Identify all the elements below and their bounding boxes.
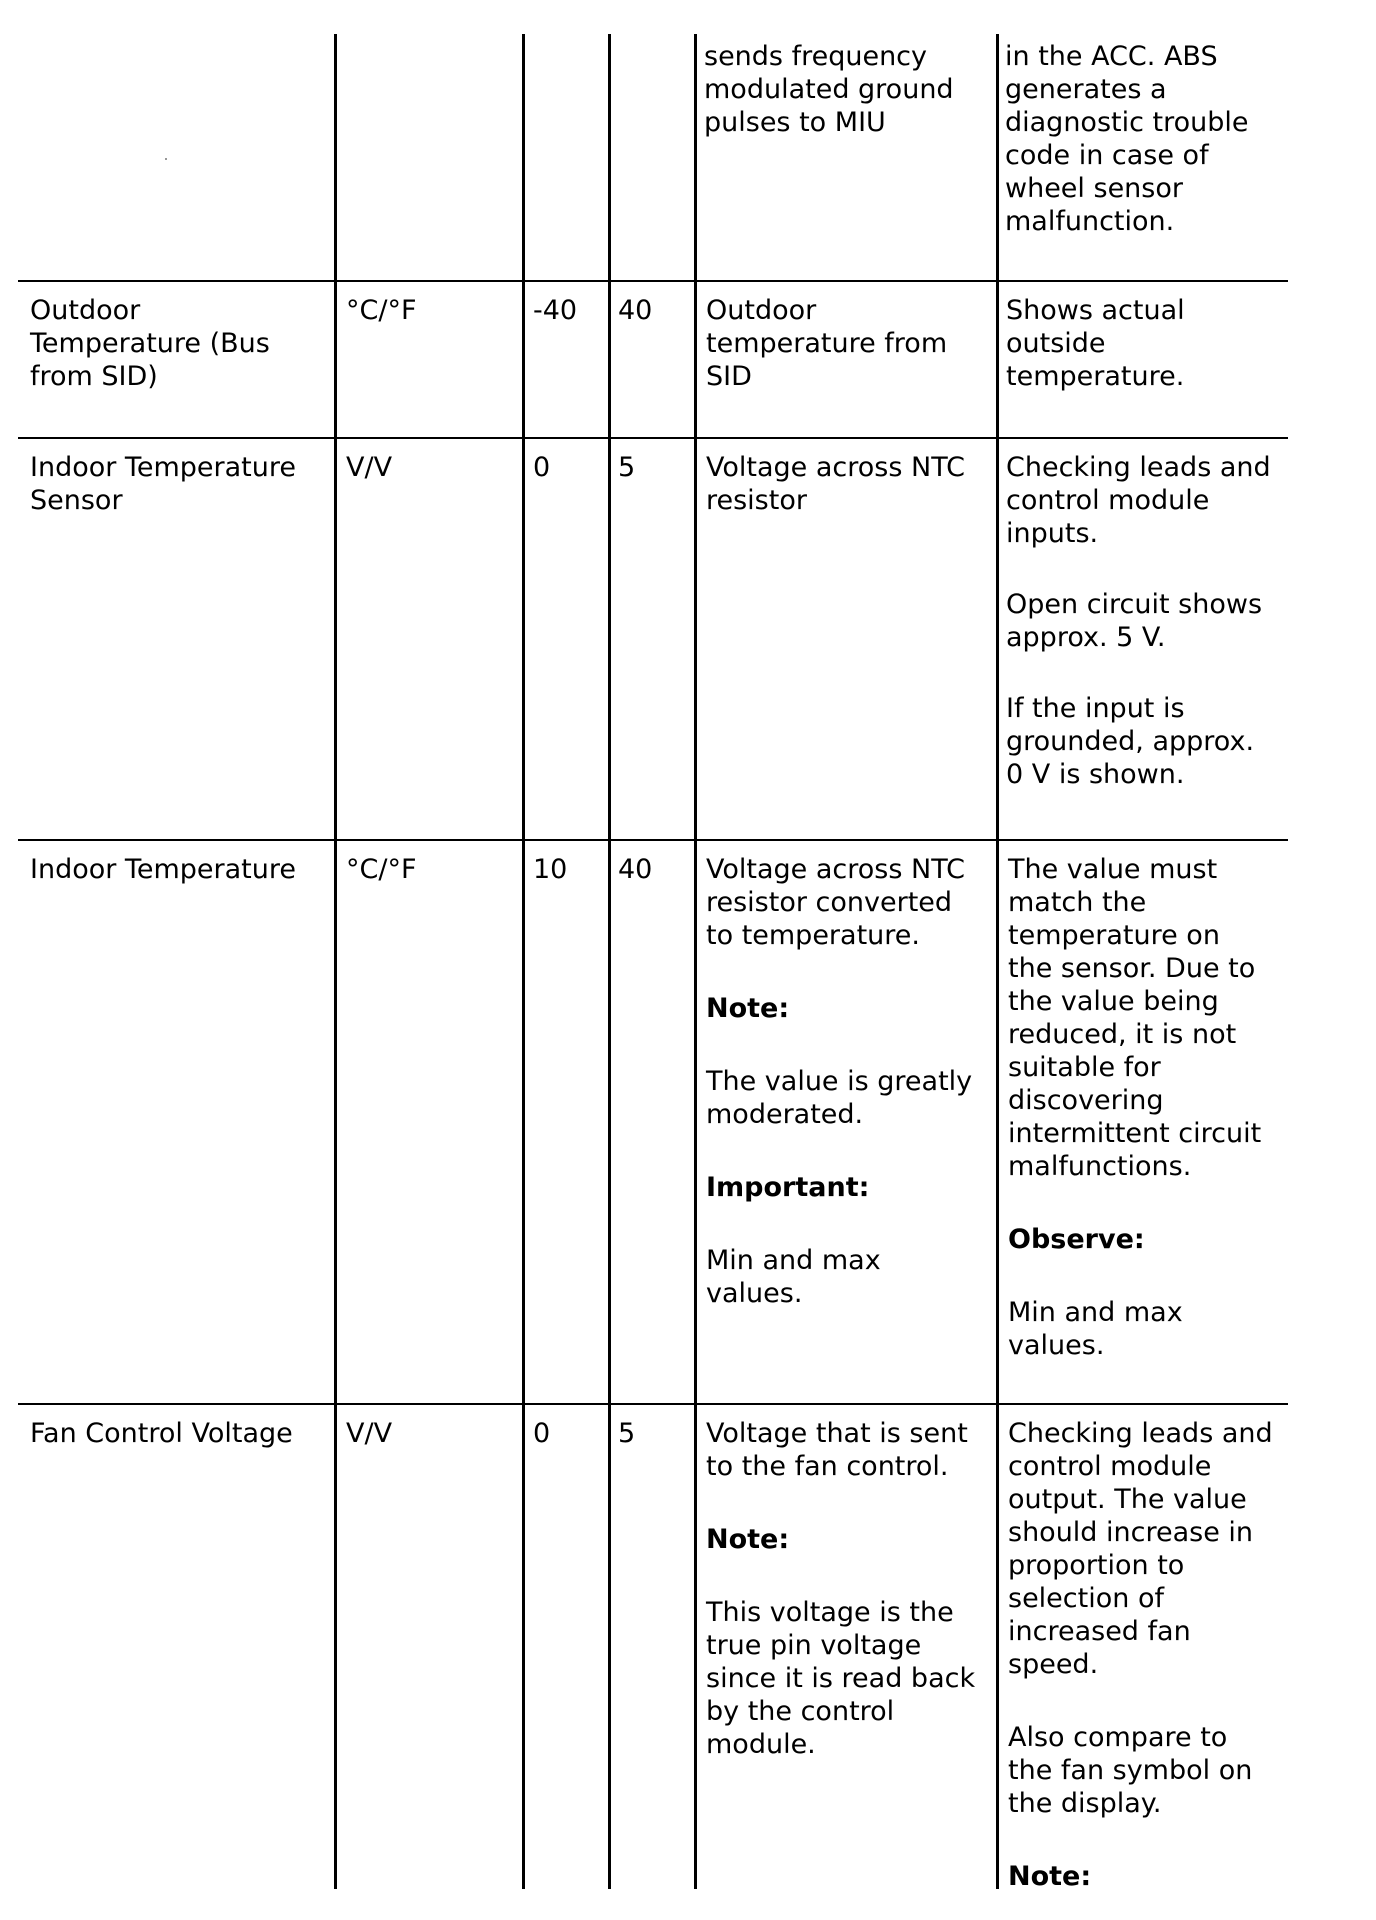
note-label: Note: <box>706 1524 790 1555</box>
row2-max: 5 <box>618 452 636 483</box>
text-line: Outdoor <box>30 295 141 326</box>
row3-min: 10 <box>533 854 568 885</box>
text-line: reduced, it is not <box>1008 1019 1237 1050</box>
text-line: If the input is <box>1006 693 1185 724</box>
text-line: by the control <box>706 1696 895 1727</box>
column-rule <box>608 34 611 1889</box>
column-rule <box>996 34 999 1889</box>
text-line: proportion to <box>1008 1550 1185 1581</box>
row1-min: -40 <box>533 295 578 326</box>
text-line: moderated. <box>706 1099 864 1130</box>
text-line: resistor converted <box>706 887 953 918</box>
row1-comment <box>1006 294 1185 393</box>
text-line: This voltage is the <box>706 1597 954 1628</box>
text-line: from SID) <box>30 361 158 392</box>
text-line: generates a <box>1005 74 1167 105</box>
row4-unit: V/V <box>346 1418 393 1449</box>
text-line: temperature. <box>1006 361 1185 392</box>
text-line: Min and max <box>706 1245 881 1276</box>
text-line: Sensor <box>30 485 123 516</box>
text-line: selection of <box>1008 1583 1164 1614</box>
text-line: Voltage across NTC <box>706 854 965 885</box>
row2-comment <box>1006 451 1271 791</box>
text-line: Voltage across NTC <box>706 452 965 483</box>
text-line: since it is read back <box>706 1663 976 1694</box>
text-line: 0 V is shown. <box>1006 759 1185 790</box>
row2-description <box>706 451 965 517</box>
text-line: resistor <box>706 485 807 516</box>
text-line: the display. <box>1008 1788 1162 1819</box>
scan-speck <box>165 158 167 160</box>
text-line: module. <box>706 1729 816 1760</box>
text-line: to temperature. <box>706 920 920 951</box>
text-line: Outdoor <box>706 295 817 326</box>
row1-description <box>706 294 947 393</box>
text-line: temperature on <box>1008 920 1220 951</box>
column-rule <box>694 34 697 1889</box>
text-line: wheel sensor <box>1005 173 1183 204</box>
row0-comment <box>1005 40 1249 238</box>
row3-unit: °C/°F <box>346 854 417 885</box>
row-rule <box>18 1403 1288 1405</box>
row1-unit: °C/°F <box>346 295 417 326</box>
text-line: Min and max <box>1008 1297 1183 1328</box>
text-line: true pin voltage <box>706 1630 922 1661</box>
text-line: control module <box>1006 485 1210 516</box>
text-line: Checking leads and <box>1008 1418 1273 1449</box>
text-line: the value being <box>1008 986 1219 1017</box>
text-line: intermittent circuit <box>1008 1118 1262 1149</box>
text-line: SID <box>706 361 752 392</box>
text-line: approx. 5 V. <box>1006 622 1166 653</box>
row1-max: 40 <box>618 295 653 326</box>
observe-label: Observe: <box>1008 1224 1145 1255</box>
text-line: outside <box>1006 328 1106 359</box>
text-line: the fan symbol on <box>1008 1755 1253 1786</box>
row4-description <box>706 1417 975 1761</box>
row3-description <box>706 853 972 1310</box>
row2-min: 0 <box>533 452 551 483</box>
row3-comment <box>1008 853 1261 1362</box>
text-line: malfunctions. <box>1008 1151 1192 1182</box>
text-line: grounded, approx. <box>1006 726 1255 757</box>
important-label: Important: <box>706 1172 870 1203</box>
text-line: code in case of <box>1005 140 1209 171</box>
text-line: Fan Control Voltage <box>30 1418 293 1449</box>
row1-parameter <box>30 294 270 393</box>
text-line: Temperature (Bus <box>30 328 270 359</box>
text-line: The value must <box>1008 854 1218 885</box>
text-line: modulated ground <box>704 74 954 105</box>
row-rule <box>18 280 1288 282</box>
row0-description <box>704 40 954 139</box>
text-line: malfunction. <box>1005 206 1175 237</box>
text-line: discovering <box>1008 1085 1164 1116</box>
text-line: speed. <box>1008 1649 1099 1680</box>
text-line: pulses to MIU <box>704 107 886 138</box>
note-label: Note: <box>1008 1861 1092 1892</box>
text-line: temperature from <box>706 328 948 359</box>
row4-max: 5 <box>618 1418 636 1449</box>
text-line: to the fan control. <box>706 1451 949 1482</box>
row3-max: 40 <box>618 854 653 885</box>
text-line: Indoor Temperature <box>30 452 296 483</box>
text-line: The value is greatly <box>706 1066 973 1097</box>
row4-parameter <box>30 1417 293 1450</box>
text-line: output. The value <box>1008 1484 1247 1515</box>
text-line: Voltage that is sent <box>706 1418 968 1449</box>
text-line: control module <box>1008 1451 1212 1482</box>
text-line: inputs. <box>1006 518 1099 549</box>
text-line: Checking leads and <box>1006 452 1271 483</box>
column-rule <box>334 34 337 1889</box>
text-line: values. <box>1008 1330 1105 1361</box>
text-line: values. <box>706 1278 803 1309</box>
text-line: match the <box>1008 887 1147 918</box>
text-line: increased fan <box>1008 1616 1191 1647</box>
row-rule <box>18 437 1288 439</box>
row-rule <box>18 839 1288 841</box>
text-line: suitable for <box>1008 1052 1161 1083</box>
text-line: Shows actual <box>1006 295 1185 326</box>
text-line: in the ACC. ABS <box>1005 41 1218 72</box>
row4-comment <box>1008 1417 1273 1893</box>
text-line: the sensor. Due to <box>1008 953 1256 984</box>
text-line: Open circuit shows <box>1006 589 1263 620</box>
text-line: diagnostic trouble <box>1005 107 1249 138</box>
row4-min: 0 <box>533 1418 551 1449</box>
row3-parameter <box>30 853 296 886</box>
column-rule <box>522 34 525 1889</box>
text-line: Also compare to <box>1008 1722 1228 1753</box>
text-line: Indoor Temperature <box>30 854 296 885</box>
row2-parameter <box>30 451 296 517</box>
row2-unit: V/V <box>346 452 393 483</box>
note-label: Note: <box>706 993 790 1024</box>
text-line: should increase in <box>1008 1517 1254 1548</box>
text-line: sends frequency <box>704 41 928 72</box>
